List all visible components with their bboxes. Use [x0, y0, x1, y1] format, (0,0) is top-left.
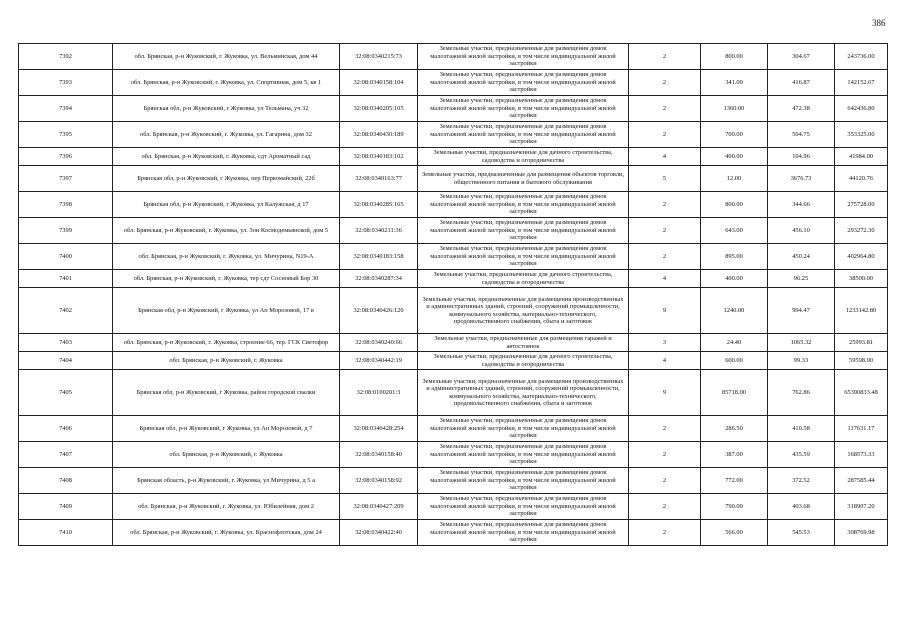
- use-group-cell: 3: [629, 334, 701, 352]
- row-number: 7410: [19, 520, 113, 546]
- row-number: 7392: [19, 44, 113, 70]
- table-row: [19, 468, 888, 494]
- specific-value-cell: 1065.32: [768, 334, 835, 352]
- address-cell: обл. Брянская, р-н Жуковский, г. Жуковка, ул. Зои Космодемьянской, дом 5: [113, 218, 340, 244]
- row-number: 7399: [19, 218, 113, 244]
- row-number: 7408: [19, 468, 113, 494]
- cadastral-value-cell: 65390833.48: [835, 370, 888, 416]
- table-row: [19, 334, 888, 352]
- address-cell: обл. Брянская, р-н Жуковский, г. Жуковка, строение 66, тер. ГСК Светофор: [113, 334, 340, 352]
- cadastral-value-cell: 293272.30: [835, 218, 888, 244]
- use-group-cell: 2: [629, 416, 701, 442]
- land-use-cell: Земельные участки, предназначенные для дачного строительства, садоводства и огородничества: [418, 270, 629, 288]
- specific-value-cell: 762.86: [768, 370, 835, 416]
- area-cell: 566.00: [701, 520, 768, 546]
- cadastral-number-cell: 32:08:0340430:189: [340, 122, 418, 148]
- specific-value-cell: 104.96: [768, 148, 835, 166]
- cadastral-value-cell: 308769.98: [835, 520, 888, 546]
- area-cell: 1360.00: [701, 96, 768, 122]
- cadastral-value-cell: 38500.00: [835, 270, 888, 288]
- specific-value-cell: 3676.73: [768, 166, 835, 192]
- row-number: 7396: [19, 148, 113, 166]
- area-cell: 790.00: [701, 494, 768, 520]
- address-cell: обл. Брянская, р-н Жуковский, г. Жуковка, ул. Мичурина, N19-А: [113, 244, 340, 270]
- area-cell: 400.00: [701, 148, 768, 166]
- address-cell: обл. Брянская, р-н Жуковский, г. Жуковка, ул. Спортивная, дом 5, кв 1: [113, 70, 340, 96]
- area-cell: 643.00: [701, 218, 768, 244]
- address-cell: обл. Брянская, р-н Жуковский, г. Жуковка: [113, 442, 340, 468]
- use-group-cell: 2: [629, 244, 701, 270]
- specific-value-cell: 304.67: [768, 44, 835, 70]
- row-number: 7407: [19, 442, 113, 468]
- land-use-cell: Земельные участки, предназначенные для размещения домов малоэтажной жилой застройки, в том числе индивидуальной жилой застройки: [418, 44, 629, 70]
- address-cell: Брянская обл, р-н Жуковский, г Жуковка, ул Калужская, д 17: [113, 192, 340, 218]
- table-row: [19, 122, 888, 148]
- specific-value-cell: 416.87: [768, 70, 835, 96]
- use-group-cell: 4: [629, 148, 701, 166]
- table-body: [19, 44, 888, 546]
- address-cell: Брянская обл, р-н Жуковский, г Жуковка, ул Тельмана, уч 32: [113, 96, 340, 122]
- row-number: 7405: [19, 370, 113, 416]
- land-use-cell: Земельные участки, предназначенные для размещения домов малоэтажной жилой застройки, в том числе индивидуальной жилой застройки: [418, 416, 629, 442]
- area-cell: 286.50: [701, 416, 768, 442]
- specific-value-cell: 472.38: [768, 96, 835, 122]
- cadastral-number-cell: 32:08:0340426:120: [340, 288, 418, 334]
- land-use-cell: Земельные участки, предназначенные для дачного строительства, садоводства и огородничества: [418, 148, 629, 166]
- cadastral-value-cell: 243736.00: [835, 44, 888, 70]
- cadastral-value-cell: 402964.80: [835, 244, 888, 270]
- cadastral-value-cell: 642436.80: [835, 96, 888, 122]
- row-number: 7409: [19, 494, 113, 520]
- table-row: [19, 70, 888, 96]
- land-use-cell: Земельные участки, предназначенные для дачного строительства, садоводства и огородничества: [418, 352, 629, 370]
- land-use-cell: Земельные участки, предназначенные для размещения домов малоэтажной жилой застройки, в том числе индивидуальной жилой застройки: [418, 218, 629, 244]
- use-group-cell: 9: [629, 288, 701, 334]
- specific-value-cell: 96.25: [768, 270, 835, 288]
- use-group-cell: 2: [629, 494, 701, 520]
- land-use-cell: Земельные участки, предназначенные для размещения производственных и административных зданий, строений, сооружений промышленности, коммунального хозяйства, материально-технического, продовольственного снабжения, сбыта и заготовок: [418, 288, 629, 334]
- area-cell: 24.40: [701, 334, 768, 352]
- cadastral-number-cell: 32:08:0340442:19: [340, 352, 418, 370]
- land-use-cell: Земельные участки, предназначенные для размещения гаражей и автостоянок: [418, 334, 629, 352]
- row-number: 7403: [19, 334, 113, 352]
- cadastral-number-cell: 32:08:0340183:102: [340, 148, 418, 166]
- use-group-cell: 4: [629, 270, 701, 288]
- row-number: 7401: [19, 270, 113, 288]
- land-use-cell: Земельные участки, предназначенные для размещения домов малоэтажной жилой застройки, в том числе индивидуальной жилой застройки: [418, 122, 629, 148]
- table-row: [19, 148, 888, 166]
- specific-value-cell: 456.10: [768, 218, 835, 244]
- cadastral-number-cell: 32:08:0340158:104: [340, 70, 418, 96]
- cadastral-number-cell: 32:08:0340205:105: [340, 96, 418, 122]
- land-use-cell: Земельные участки, предназначенные для размещения домов малоэтажной жилой застройки, в том числе индивидуальной жилой застройки: [418, 192, 629, 218]
- table-row: [19, 288, 888, 334]
- use-group-cell: 9: [629, 370, 701, 416]
- land-use-cell: Земельные участки, предназначенные для размещения объектов торговли, общественного питания и бытового обслуживания: [418, 166, 629, 192]
- area-cell: 700.00: [701, 122, 768, 148]
- address-cell: Брянская область, р-н Жуковский, г. Жуковка, ул Мичурина, д 5 а: [113, 468, 340, 494]
- cadastral-number-cell: 32:08:0340158:92: [340, 468, 418, 494]
- area-cell: 800.00: [701, 44, 768, 70]
- land-use-cell: Земельные участки, предназначенные для размещения домов малоэтажной жилой застройки, в том числе индивидуальной жилой застройки: [418, 442, 629, 468]
- land-use-cell: Земельные участки, предназначенные для размещения домов малоэтажной жилой застройки, в том числе индивидуальной жилой застройки: [418, 96, 629, 122]
- table-row: [19, 416, 888, 442]
- table-row: [19, 370, 888, 416]
- area-cell: 387.00: [701, 442, 768, 468]
- cadastral-number-cell: 32:08:0340287:34: [340, 270, 418, 288]
- area-cell: 772.00: [701, 468, 768, 494]
- cadastral-value-cell: 59598.00: [835, 352, 888, 370]
- cadastral-value-cell: 168573.33: [835, 442, 888, 468]
- use-group-cell: 2: [629, 442, 701, 468]
- specific-value-cell: 99.33: [768, 352, 835, 370]
- cadastral-number-cell: 32:08:0340422:40: [340, 520, 418, 546]
- table-row: [19, 44, 888, 70]
- cadastral-number-cell: 32:08:0340428:254: [340, 416, 418, 442]
- table-row: [19, 192, 888, 218]
- table-row: [19, 270, 888, 288]
- use-group-cell: 2: [629, 468, 701, 494]
- area-cell: 85718.00: [701, 370, 768, 416]
- row-number: 7400: [19, 244, 113, 270]
- address-cell: обл. Брянская, р-н Жуковский, г. Жуковка, сдт Ароматный сад: [113, 148, 340, 166]
- address-cell: Брянская обл, р-н Жуковский, г Жуковка, район городской свалки: [113, 370, 340, 416]
- land-use-cell: Земельные участки, предназначенные для размещения домов малоэтажной жилой застройки, в том числе индивидуальной жилой застройки: [418, 520, 629, 546]
- table-row: [19, 520, 888, 546]
- cadastral-number-cell: 32:08:0340183:158: [340, 244, 418, 270]
- use-group-cell: 5: [629, 166, 701, 192]
- address-cell: обл. Брянская, р-н Жуковский, г. Жуковка, ул. Гагарина, дом 32: [113, 122, 340, 148]
- cadastral-value-cell: 41984.00: [835, 148, 888, 166]
- cadastral-value-cell: 44120.76: [835, 166, 888, 192]
- use-group-cell: 2: [629, 192, 701, 218]
- table-row: [19, 218, 888, 244]
- specific-value-cell: 410.58: [768, 416, 835, 442]
- specific-value-cell: 435.59: [768, 442, 835, 468]
- address-cell: обл. Брянская, р-н Жуковский, г. Жуковка, ул. Вельминская, дом 44: [113, 44, 340, 70]
- area-cell: 341.00: [701, 70, 768, 96]
- address-cell: обл. Брянская, р-н Жуковский, г. Жуковка, ул. Краснофлотская, дом 24: [113, 520, 340, 546]
- address-cell: Брянская обл, р-н Жуковский, г Жуковка, ул Ап Морозовой, д 7: [113, 416, 340, 442]
- cadastral-value-table: [18, 43, 888, 546]
- land-use-cell: Земельные участки, предназначенные для размещения домов малоэтажной жилой застройки, в том числе индивидуальной жилой застройки: [418, 494, 629, 520]
- cadastral-value-cell: 275728.00: [835, 192, 888, 218]
- address-cell: обл. Брянская, р-н Жуковский, г. Жуковка: [113, 352, 340, 370]
- use-group-cell: 2: [629, 44, 701, 70]
- specific-value-cell: 450.24: [768, 244, 835, 270]
- use-group-cell: 2: [629, 218, 701, 244]
- cadastral-number-cell: 32:08:0340240:66: [340, 334, 418, 352]
- table-row: [19, 244, 888, 270]
- table-row: [19, 442, 888, 468]
- cadastral-value-cell: 142152.67: [835, 70, 888, 96]
- cadastral-number-cell: 32:08:0340285:165: [340, 192, 418, 218]
- table-row: [19, 166, 888, 192]
- cadastral-number-cell: 32:08:0340427:209: [340, 494, 418, 520]
- row-number: 7406: [19, 416, 113, 442]
- cadastral-number-cell: 32:08:0340158:40: [340, 442, 418, 468]
- use-group-cell: 4: [629, 352, 701, 370]
- specific-value-cell: 403.68: [768, 494, 835, 520]
- table-row: [19, 494, 888, 520]
- land-use-cell: Земельные участки, предназначенные для размещения домов малоэтажной жилой застройки, в том числе индивидуальной жилой застройки: [418, 70, 629, 96]
- cadastral-value-cell: 1233142.80: [835, 288, 888, 334]
- area-cell: 800.00: [701, 192, 768, 218]
- area-cell: 12.00: [701, 166, 768, 192]
- row-number: 7393: [19, 70, 113, 96]
- table-row: [19, 352, 888, 370]
- address-cell: Брянская обл, р-н Жуковский, г Жуковка, пер Первомайский, 22б: [113, 166, 340, 192]
- row-number: 7404: [19, 352, 113, 370]
- specific-value-cell: 504.75: [768, 122, 835, 148]
- address-cell: обл. Брянская, р-н Жуковский, г. Жуковка, ул. Юбилейная, дом 2: [113, 494, 340, 520]
- cadastral-value-cell: 287585.44: [835, 468, 888, 494]
- cadastral-value-cell: 117631.17: [835, 416, 888, 442]
- area-cell: 1240.00: [701, 288, 768, 334]
- area-cell: 600.00: [701, 352, 768, 370]
- cadastral-value-cell: 353325.00: [835, 122, 888, 148]
- address-cell: Брянская обл, р-н Жуковский, г Жуковка, ул Ап Морозовой, 17 в: [113, 288, 340, 334]
- specific-value-cell: 994.47: [768, 288, 835, 334]
- cadastral-number-cell: 32:08:0340215:73: [340, 44, 418, 70]
- use-group-cell: 2: [629, 70, 701, 96]
- cadastral-value-cell: 25993.81: [835, 334, 888, 352]
- specific-value-cell: 372.52: [768, 468, 835, 494]
- use-group-cell: 2: [629, 520, 701, 546]
- row-number: 7397: [19, 166, 113, 192]
- land-use-cell: Земельные участки, предназначенные для размещения домов малоэтажной жилой застройки, в том числе индивидуальной жилой застройки: [418, 244, 629, 270]
- row-number: 7398: [19, 192, 113, 218]
- table-row: [19, 96, 888, 122]
- row-number: 7402: [19, 288, 113, 334]
- cadastral-number-cell: 32:08:0340163:77: [340, 166, 418, 192]
- cadastral-value-cell: 318907.20: [835, 494, 888, 520]
- use-group-cell: 2: [629, 122, 701, 148]
- address-cell: обл. Брянская, р-н Жуковский, г. Жуковка, тер сдт Сосновый Бор 30: [113, 270, 340, 288]
- land-use-cell: Земельные участки, предназначенные для размещения домов малоэтажной жилой застройки, в том числе индивидуальной жилой застройки: [418, 468, 629, 494]
- cadastral-number-cell: 32:08:0340211:36: [340, 218, 418, 244]
- row-number: 7394: [19, 96, 113, 122]
- cadastral-number-cell: 32:08:0100201:3: [340, 370, 418, 416]
- specific-value-cell: 344.66: [768, 192, 835, 218]
- area-cell: 895.00: [701, 244, 768, 270]
- specific-value-cell: 545.53: [768, 520, 835, 546]
- page-number: 386: [872, 18, 886, 28]
- land-use-cell: Земельные участки, предназначенные для размещения производственных и административных зданий, строений, сооружений промышленности, коммунального хозяйства, материально-технического, продовольственного снабжения, сбыта и заготовок: [418, 370, 629, 416]
- use-group-cell: 2: [629, 96, 701, 122]
- area-cell: 400.00: [701, 270, 768, 288]
- row-number: 7395: [19, 122, 113, 148]
